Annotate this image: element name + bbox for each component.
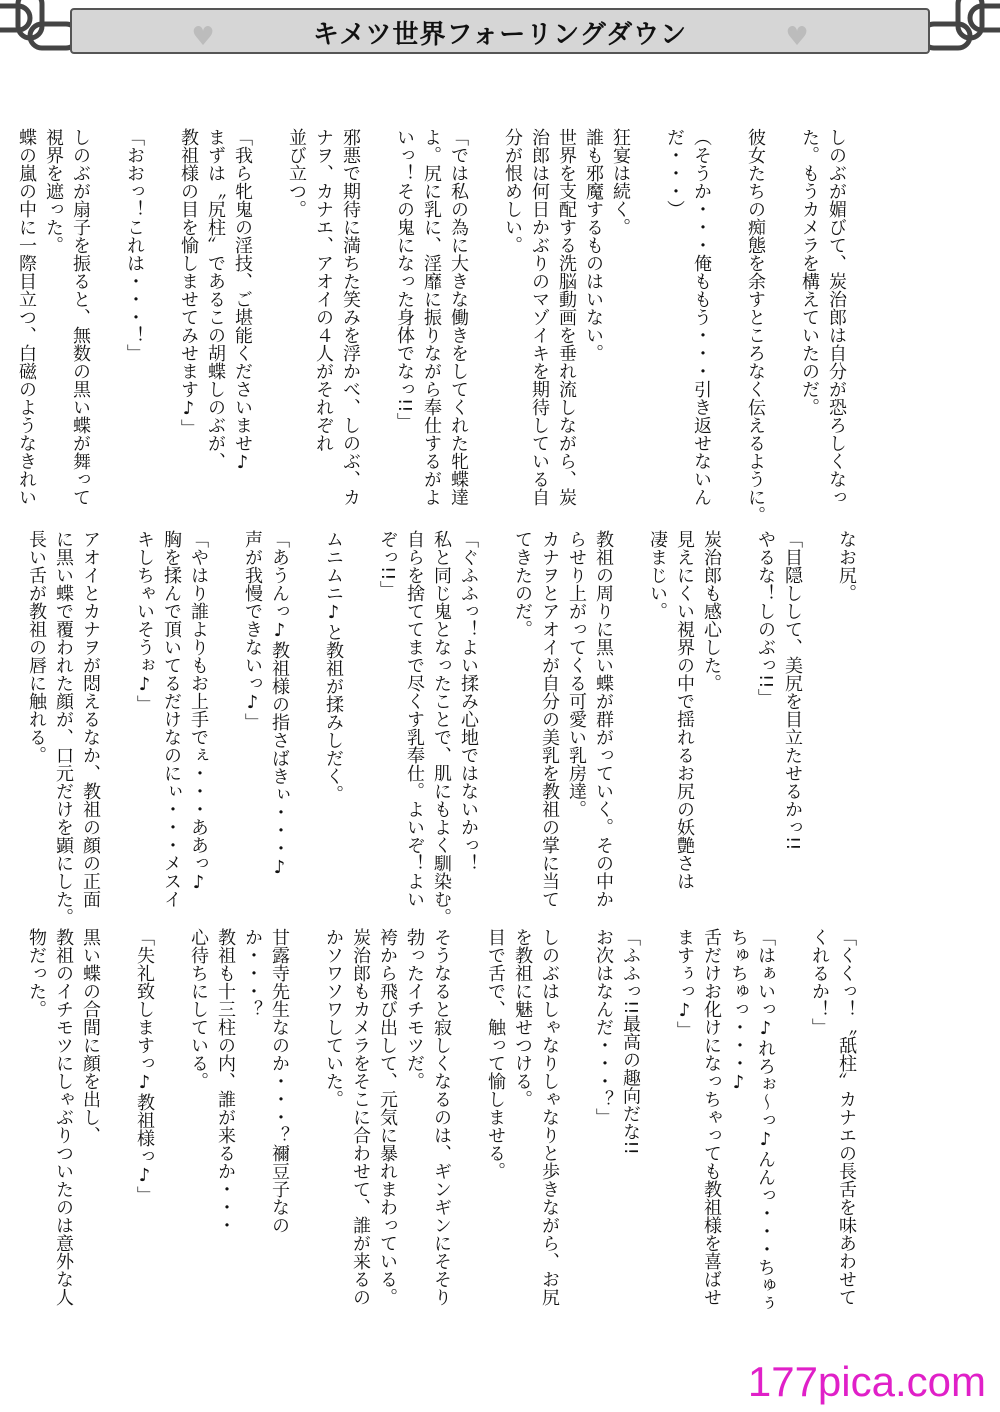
header-banner xyxy=(70,8,930,54)
paragraph-gap xyxy=(158,928,185,1318)
chain-right-icon xyxy=(930,0,1000,62)
text-line: だ・・・） xyxy=(664,128,685,218)
text-line: ムニムニ♪と教祖が揉みしだく。 xyxy=(323,530,344,803)
text-line: 教祖も十三柱の内、誰が来るか・・・ xyxy=(215,928,236,1234)
chain-left-icon xyxy=(0,0,70,62)
text-line: いっ！その鬼になった身体でなっ!!」 xyxy=(394,128,415,431)
text-line: 「失礼致しますっ♪教祖様っ♪」 xyxy=(134,928,155,1204)
watermark: 177pica.com xyxy=(747,1358,986,1405)
text-line: 黒い蝶の合間に顔を出し、 xyxy=(80,928,101,1144)
text-line: 袴から飛び出して、元気に暴れまわっている。 xyxy=(377,928,398,1306)
paragraph-gap xyxy=(293,530,320,920)
text-line: アオイとカナヲが悶えるなか、教祖の顔の正面 xyxy=(80,530,101,908)
text-line: ナヲ、カナエ、アオイの４人がそれぞれ xyxy=(313,128,334,452)
text-line: 自らを捨ててまで尽くす乳奉仕。よいぞ！よい xyxy=(404,530,425,908)
text-tier-bottom xyxy=(23,928,860,1318)
text-line: 「目隠しして、美尻を目立たせるかっ!! xyxy=(782,530,803,851)
text-line: 教祖のイチモツにしゃぶりついたのは意外な人 xyxy=(53,928,74,1306)
text-line: 心待ちにしている。 xyxy=(188,928,209,1090)
text-line: よ。尻に乳に、淫靡に振りながら奉仕するがよ xyxy=(421,128,442,506)
text-line: カナヲとアオイが自分の美乳を教祖の掌に当て xyxy=(539,530,560,908)
paragraph-gap xyxy=(212,530,239,920)
text-line: 目で舌で、触って愉しませる。 xyxy=(485,928,506,1180)
text-line: 邪悪で期待に満ちた笑みを浮かべ、しのぶ、カ xyxy=(340,128,361,506)
text-line: やるな！しのぶっ!!」 xyxy=(755,530,776,707)
text-line: しのぶが扇子を振ると、無数の黒い蝶が舞って xyxy=(70,128,91,506)
text-line: 「やはり誰よりもお上手でぇ・・・ああっ♪ xyxy=(188,530,209,893)
text-line: お次はなんだ・・・？」 xyxy=(593,928,614,1126)
paragraph-gap xyxy=(715,128,742,518)
page-title: キメツ世界フォーリングダウン xyxy=(312,20,688,50)
text-line: てきたのだ。 xyxy=(512,530,533,638)
paragraph-gap xyxy=(104,928,131,1318)
text-line: しのぶが媚びて、炭治郎は自分が恐ろしくなっ xyxy=(826,128,847,506)
paragraph-gap xyxy=(563,928,590,1318)
paragraph-gap xyxy=(148,128,175,518)
text-line: 声が我慢できないっ♪」 xyxy=(242,530,263,731)
text-line: 世界を支配する洗脳動画を垂れ流しながら、炭 xyxy=(556,128,577,506)
text-line: 「ぐふふっ！よい揉み心地ではないかっ！ xyxy=(458,530,479,872)
paragraph-gap xyxy=(94,128,121,518)
text-line: 私と同じ鬼となったことで、肌にもよく馴染む。 xyxy=(431,530,452,926)
page-header xyxy=(0,0,1000,70)
text-line: 分が恨めしい。 xyxy=(502,128,523,254)
text-line: 教祖の周りに黒い蝶が群がっていく。その中か xyxy=(593,530,614,908)
heart-icon-right: ♥ xyxy=(785,22,809,52)
text-line: 視界を遮った。 xyxy=(43,128,64,254)
text-line: まずは〝尻柱〟であるこの胡蝶しのぶが、 xyxy=(205,128,226,470)
text-line: 「ふふっ!!最高の趣向だな!! xyxy=(620,928,641,1155)
paragraph-gap xyxy=(256,128,283,518)
text-line: 治郎は何日かぶりのマゾイキを期待している自 xyxy=(529,128,550,506)
paragraph-gap xyxy=(293,928,320,1318)
text-line: 炭治郎も感心した。 xyxy=(701,530,722,692)
text-line: （そうか・・・俺ももう・・・引き返せないん xyxy=(691,128,712,506)
text-line: くれるか！」 xyxy=(809,928,830,1036)
text-line: た。もうカメラを構えていたのだ。 xyxy=(799,128,820,416)
text-line: ますぅっ♪」 xyxy=(674,928,695,1039)
text-line: に黒い蝶で覆われた顔が、口元だけを顕にした。 xyxy=(53,530,74,926)
text-line: 甘露寺先生なのか・・・？禰豆子なの xyxy=(269,928,290,1234)
paragraph-gap xyxy=(482,530,509,920)
paragraph-gap xyxy=(364,128,391,518)
text-line: 狂宴は続く。 xyxy=(610,128,631,236)
text-line: ちゅちゅっ・・・♪ xyxy=(728,928,749,1093)
text-line: ぞっ!!」 xyxy=(377,530,398,599)
text-line: 「では私の為に大きな働きをしてくれた牝蝶達 xyxy=(448,128,469,506)
text-line: 舌だけお化けになっちゃっても教祖様を喜ばせ xyxy=(701,928,722,1306)
text-line: 「くくっ！〝舐柱〟カナエの長舌を味あわせて xyxy=(836,928,857,1306)
text-line: 見えにくい視界の中で揺れるお尻の妖艶さは xyxy=(674,530,695,890)
text-line: 炭治郎もカメラをそこに合わせて、誰が来るの xyxy=(350,928,371,1306)
text-line: 胸を揉んで頂いてるだけなのにぃ・・・メスイ xyxy=(161,530,182,908)
paragraph-gap xyxy=(617,530,644,920)
paragraph-gap xyxy=(104,530,131,920)
text-line: 「我ら牝鬼の淫技、ご堪能くださいませ♪ xyxy=(232,128,253,473)
heart-icon-left: ♥ xyxy=(191,22,215,52)
paragraph-gap xyxy=(725,530,752,920)
text-line: 「あうんっ♪教祖様の指さばきぃ・・・♪ xyxy=(269,530,290,878)
text-line: なお尻。 xyxy=(836,530,857,602)
text-line: 誰も邪魔するものはいない。 xyxy=(583,128,604,362)
text-line: 並び立つ。 xyxy=(286,128,307,218)
text-line: しのぶはしゃなりしゃなりと歩きながら、お尻 xyxy=(539,928,560,1306)
text-line: 勃ったイチモツだ。 xyxy=(404,928,425,1090)
text-line: 蝶の嵐の中に一際目立つ、白磁のようなきれい xyxy=(16,128,37,506)
text-line: 彼女たちの痴態を余すところなく伝えるように。 xyxy=(745,128,766,524)
paragraph-gap xyxy=(455,928,482,1318)
text-line: そうなると寂しくなるのは、ギンギンにそそり xyxy=(431,928,452,1306)
text-line: かソワソワしていた。 xyxy=(323,928,344,1108)
text-line: を教祖に魅せつける。 xyxy=(512,928,533,1108)
paragraph-gap xyxy=(347,530,374,920)
text-line: 「はぁいっ♪れろぉ〜っ♪んんっ・・・ちゅぅ xyxy=(755,928,776,1312)
paragraph-gap xyxy=(806,530,833,920)
text-line: か・・・？ xyxy=(242,928,263,1018)
paragraph-gap xyxy=(644,928,671,1318)
text-line: 物だった。 xyxy=(26,928,47,1018)
text-line: 凄まじい。 xyxy=(647,530,668,620)
text-tier-middle xyxy=(23,530,860,926)
paragraph-gap xyxy=(472,128,499,518)
paragraph-gap xyxy=(634,128,661,518)
text-line: 教祖様の目を愉しませてみせます♪」 xyxy=(178,128,199,437)
paragraph-gap xyxy=(769,128,796,518)
text-line: らせり上がってくる可愛い乳房達。 xyxy=(566,530,587,818)
paragraph-gap xyxy=(779,928,806,1318)
text-line: キしちゃいそうぉ♪」 xyxy=(134,530,155,713)
text-line: 「おおっ！これは・・・！」 xyxy=(124,128,145,362)
text-tier-top xyxy=(13,128,850,524)
text-line: 長い舌が教祖の唇に触れる。 xyxy=(26,530,47,764)
